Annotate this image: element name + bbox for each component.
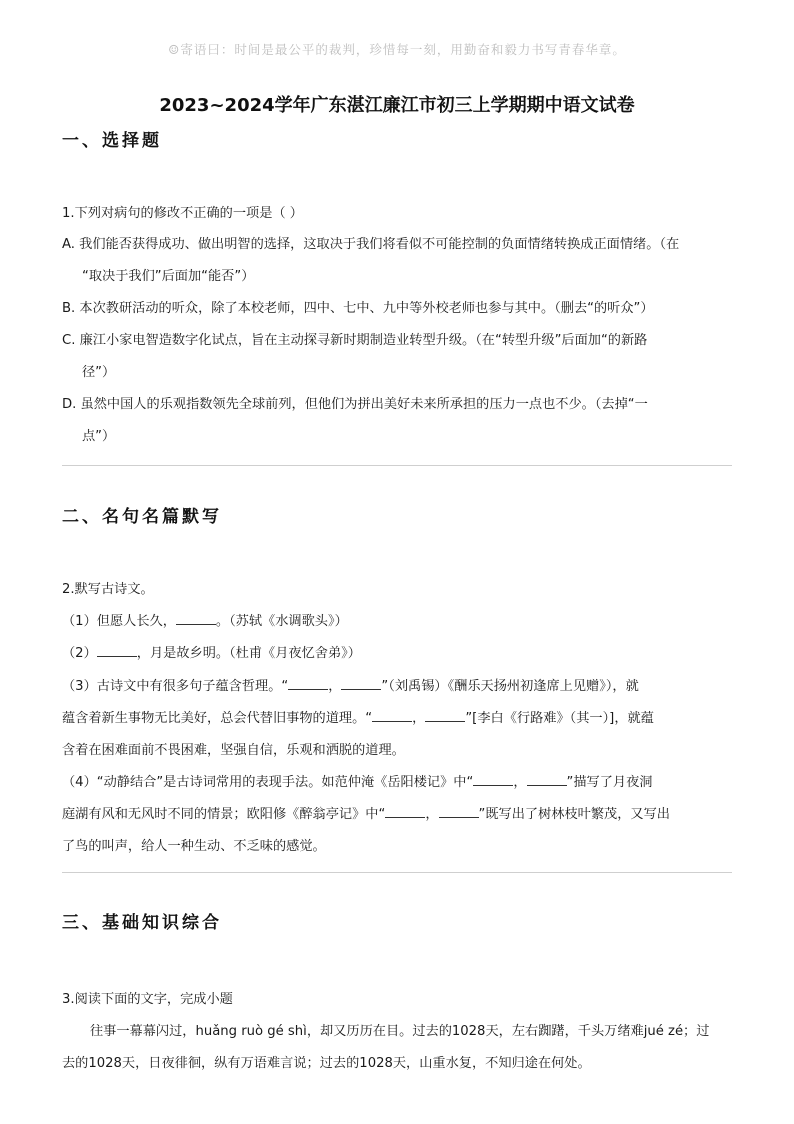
- question-2-part-3: [62, 675, 639, 694]
- answer-blank[interactable]: [425, 709, 465, 722]
- question-2-part-3-end: 含着在困难面前不畏困难，坚强自信，乐观和洒脱的道理。: [62, 743, 405, 758]
- part-3-text-d: 蕴含着新生事物无比美好，总会代替旧事物的道理。“: [62, 711, 373, 726]
- question-1-option-c: C. 廉江小家电智造数字化试点，旨在主动探寻新时期制造业转型升级。（在“转型升级”后面加“的新路: [62, 333, 648, 348]
- part-3-text-f: ”[李白《行路难》（其一）]，就蕴: [465, 711, 654, 726]
- question-2-part-4-end: 了鸟的叫声，给人一种生动、不乏味的感觉。: [62, 839, 326, 854]
- answer-blank[interactable]: [527, 773, 567, 786]
- part-2-text-a: （2）: [62, 646, 97, 661]
- answer-blank[interactable]: [97, 644, 137, 657]
- answer-blank[interactable]: [176, 612, 216, 625]
- question-2-part-2: [62, 642, 361, 661]
- part-4-text-b: ，: [513, 775, 527, 790]
- question-1-option-b: B. 本次教研活动的听众，除了本校老师，四中、七中、九中等外校老师也参与其中。（删去“的听众”）: [62, 301, 654, 316]
- part-4-text-a: （4）“动静结合”是古诗词常用的表现手法。如范仲淹《岳阳楼记》中“: [62, 775, 474, 790]
- part-3-text-c: ”（刘禹锡）《酬乐天扬州初逢席上见赠》），就: [381, 679, 639, 694]
- answer-blank[interactable]: [341, 677, 381, 690]
- passage-line-1: 往事一幕幕闪过，huǎng ruò gé shì，却又历历在目。过去的1028天，左右踟躇，千头万绪难jué zé；过: [90, 1024, 710, 1039]
- question-1-option-d: D. 虽然中国人的乐观指数领先全球前列，但他们为拼出美好未来所承担的压力一点也不少。（去掉“一: [62, 397, 648, 412]
- answer-blank[interactable]: [439, 805, 479, 818]
- section-heading-choice: 一、选择题: [62, 131, 162, 151]
- question-1-option-a-cont: “取决于我们”后面加“能否”）: [82, 269, 255, 284]
- part-3-text-b: ，: [328, 679, 342, 694]
- part-1-text-a: （1）但愿人长久，: [62, 614, 176, 629]
- answer-blank[interactable]: [288, 677, 328, 690]
- passage-line-2: 去的1028天，日夜徘徊，纵有万语难言说；过去的1028天，山重水复，不知归途在何处。: [62, 1056, 591, 1071]
- question-2-part-1: [62, 610, 348, 629]
- part-4-text-e: ，: [425, 807, 439, 822]
- question-1-option-d-cont: 点”）: [82, 429, 116, 444]
- question-3-stem: 3.阅读下面的文字，完成小题: [62, 992, 233, 1007]
- question-2-stem: 2.默写古诗文。: [62, 582, 154, 597]
- answer-blank[interactable]: [385, 805, 425, 818]
- question-2-part-4-cont: [62, 803, 670, 822]
- question-2-part-4: [62, 771, 652, 790]
- page-title: 2023~2024学年广东湛江廉江市初三上学期期中语文试卷: [159, 95, 635, 116]
- divider: [62, 465, 732, 466]
- section-heading-recitation: 二、名句名篇默写: [62, 507, 222, 527]
- divider: [62, 872, 732, 873]
- part-3-text-e: ，: [412, 711, 426, 726]
- part-4-text-f: ”既写出了树林枝叶繁茂，又写出: [478, 807, 670, 822]
- question-1-option-a: A. 我们能否获得成功、做出明智的选择，这取决于我们将看似不可能控制的负面情绪转换成正面情绪。（在: [62, 237, 680, 252]
- answer-blank[interactable]: [372, 709, 412, 722]
- part-1-text-b: 。（苏轼《水调歌头》）: [215, 614, 348, 629]
- part-2-text-b: ，月是故乡明。（杜甫《月夜忆舍弟》）: [136, 646, 361, 661]
- part-3-text-a: （3）古诗文中有很多句子蕴含哲理。“: [62, 679, 289, 694]
- motto-watermark: ☺寄语曰：时间是最公平的裁判，珍惜每一刻，用勤奋和毅力书写青春华章。: [168, 42, 626, 57]
- question-1-option-c-cont: 径”）: [82, 365, 116, 380]
- answer-blank[interactable]: [473, 773, 513, 786]
- question-2-part-3-cont: [62, 707, 654, 726]
- section-heading-basics: 三、基础知识综合: [62, 913, 222, 933]
- part-4-text-c: ”描写了月夜洞: [566, 775, 653, 790]
- part-4-text-d: 庭湖有风和无风时不同的情景；欧阳修《醉翁亭记》中“: [62, 807, 386, 822]
- question-1-stem: 1.下列对病句的修改不正确的一项是（ ）: [62, 206, 303, 221]
